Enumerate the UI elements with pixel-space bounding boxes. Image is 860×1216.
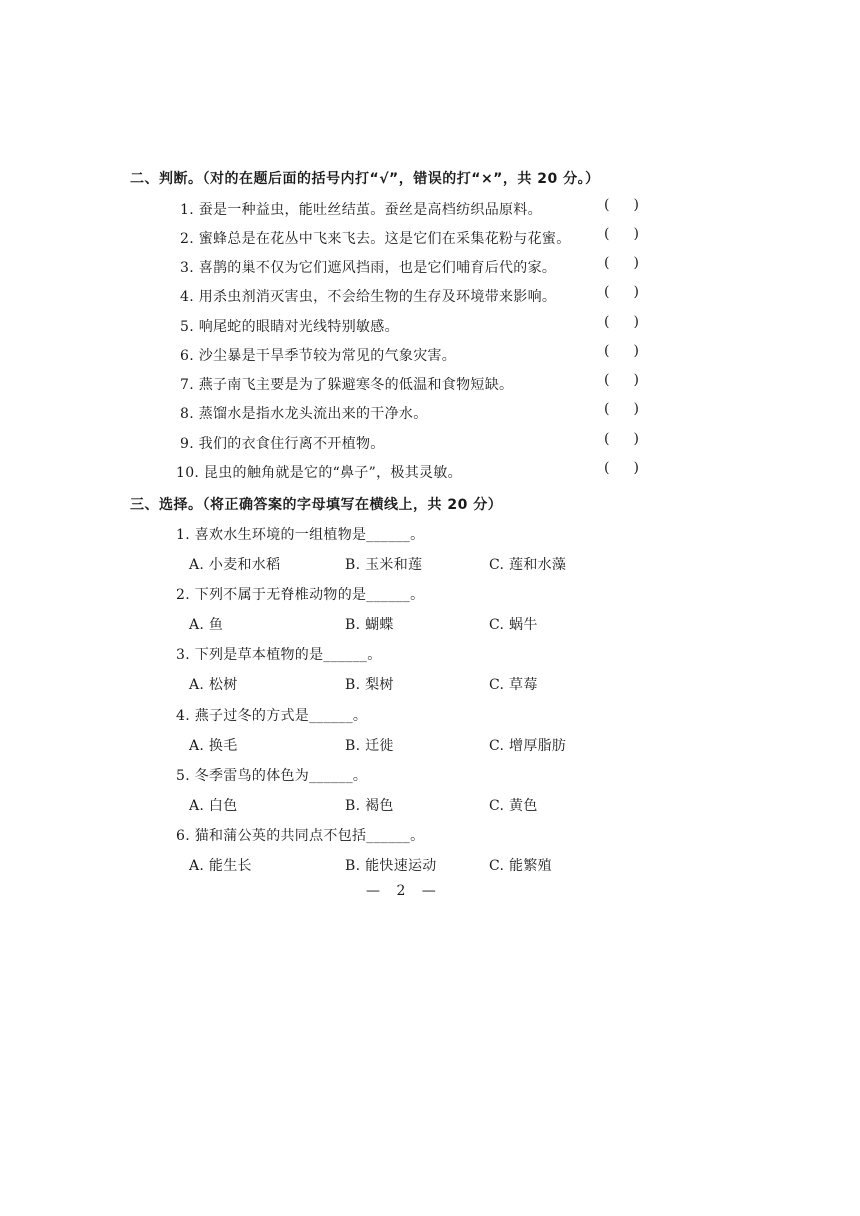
judgment-item-1: 1. 蚕是一种益虫，能吐丝结茧。蚕丝是高档纺织品原料。	[180, 202, 542, 218]
answer-bracket-2[interactable]: ( )	[604, 226, 639, 242]
choice-6-option-c[interactable]: C. 能繁殖	[489, 858, 552, 874]
choice-5-option-a[interactable]: A. 白色	[189, 798, 238, 814]
choice-6-option-b[interactable]: B. 能快速运动	[345, 858, 437, 874]
choice-question-3: 3. 下列是草本植物的是______。	[176, 647, 382, 663]
choice-question-6: 6. 猫和蒲公英的共同点不包括______。	[176, 828, 425, 844]
judgment-item-4: 4. 用杀虫剂消灭害虫，不会给生物的生存及环境带来影响。	[180, 289, 557, 305]
choice-5-option-c[interactable]: C. 黄色	[489, 798, 538, 814]
choice-4-option-a[interactable]: A. 换毛	[189, 738, 238, 754]
section-judgment-title: 二、判断。（对的在题后面的括号内打“√”，错误的打“×”，共 20 分。）	[130, 171, 600, 187]
choice-3-option-c[interactable]: C. 草莓	[489, 677, 538, 693]
choice-1-option-a[interactable]: A. 小麦和水稻	[189, 557, 281, 573]
page-number: — 2 —	[366, 883, 442, 899]
judgment-item-7: 7. 燕子南飞主要是为了躲避寒冬的低温和食物短缺。	[180, 377, 514, 393]
choice-1-option-b[interactable]: B. 玉米和莲	[345, 557, 423, 573]
choice-2-option-b[interactable]: B. 蝴蝶	[345, 617, 394, 633]
answer-bracket-4[interactable]: ( )	[604, 284, 639, 300]
answer-bracket-3[interactable]: ( )	[604, 255, 639, 271]
judgment-item-10: 10. 昆虫的触角就是它的“鼻子”，极其灵敏。	[176, 465, 462, 481]
judgment-item-8: 8. 蒸馏水是指水龙头流出来的干净水。	[180, 406, 428, 422]
answer-bracket-7[interactable]: ( )	[604, 372, 639, 388]
choice-1-option-c[interactable]: C. 莲和水藻	[489, 557, 567, 573]
judgment-item-2: 2. 蜜蜂总是在花丛中飞来飞去。这是它们在采集花粉与花蜜。	[180, 231, 571, 247]
judgment-item-9: 9. 我们的衣食住行离不开植物。	[180, 436, 385, 452]
choice-5-option-b[interactable]: B. 褐色	[345, 798, 394, 814]
choice-question-5: 5. 冬季雷鸟的体色为______。	[176, 768, 368, 784]
choice-question-4: 4. 燕子过冬的方式是______。	[176, 708, 368, 724]
choice-6-option-a[interactable]: A. 能生长	[189, 858, 252, 874]
answer-bracket-9[interactable]: ( )	[604, 431, 639, 447]
choice-question-2: 2. 下列不属于无脊椎动物的是______。	[176, 587, 425, 603]
answer-bracket-8[interactable]: ( )	[604, 401, 639, 417]
answer-bracket-6[interactable]: ( )	[604, 343, 639, 359]
choice-3-option-b[interactable]: B. 梨树	[345, 677, 394, 693]
judgment-item-5: 5. 响尾蛇的眼睛对光线特别敏感。	[180, 319, 399, 335]
answer-bracket-1[interactable]: ( )	[604, 197, 639, 213]
answer-bracket-5[interactable]: ( )	[604, 314, 639, 330]
choice-2-option-c[interactable]: C. 蜗牛	[489, 617, 538, 633]
choice-3-option-a[interactable]: A. 松树	[189, 677, 238, 693]
judgment-item-6: 6. 沙尘暴是干旱季节较为常见的气象灾害。	[180, 348, 457, 364]
choice-2-option-a[interactable]: A. 鱼	[189, 617, 224, 633]
judgment-item-3: 3. 喜鹊的巢不仅为它们遮风挡雨，也是它们哺育后代的家。	[180, 260, 557, 276]
choice-4-option-b[interactable]: B. 迁徙	[345, 738, 394, 754]
choice-4-option-c[interactable]: C. 增厚脂肪	[489, 738, 567, 754]
section-choice-title: 三、选择。（将正确答案的字母填写在横线上，共 20 分）	[130, 497, 503, 513]
answer-bracket-10[interactable]: ( )	[604, 460, 639, 476]
choice-question-1: 1. 喜欢水生环境的一组植物是______。	[176, 527, 425, 543]
